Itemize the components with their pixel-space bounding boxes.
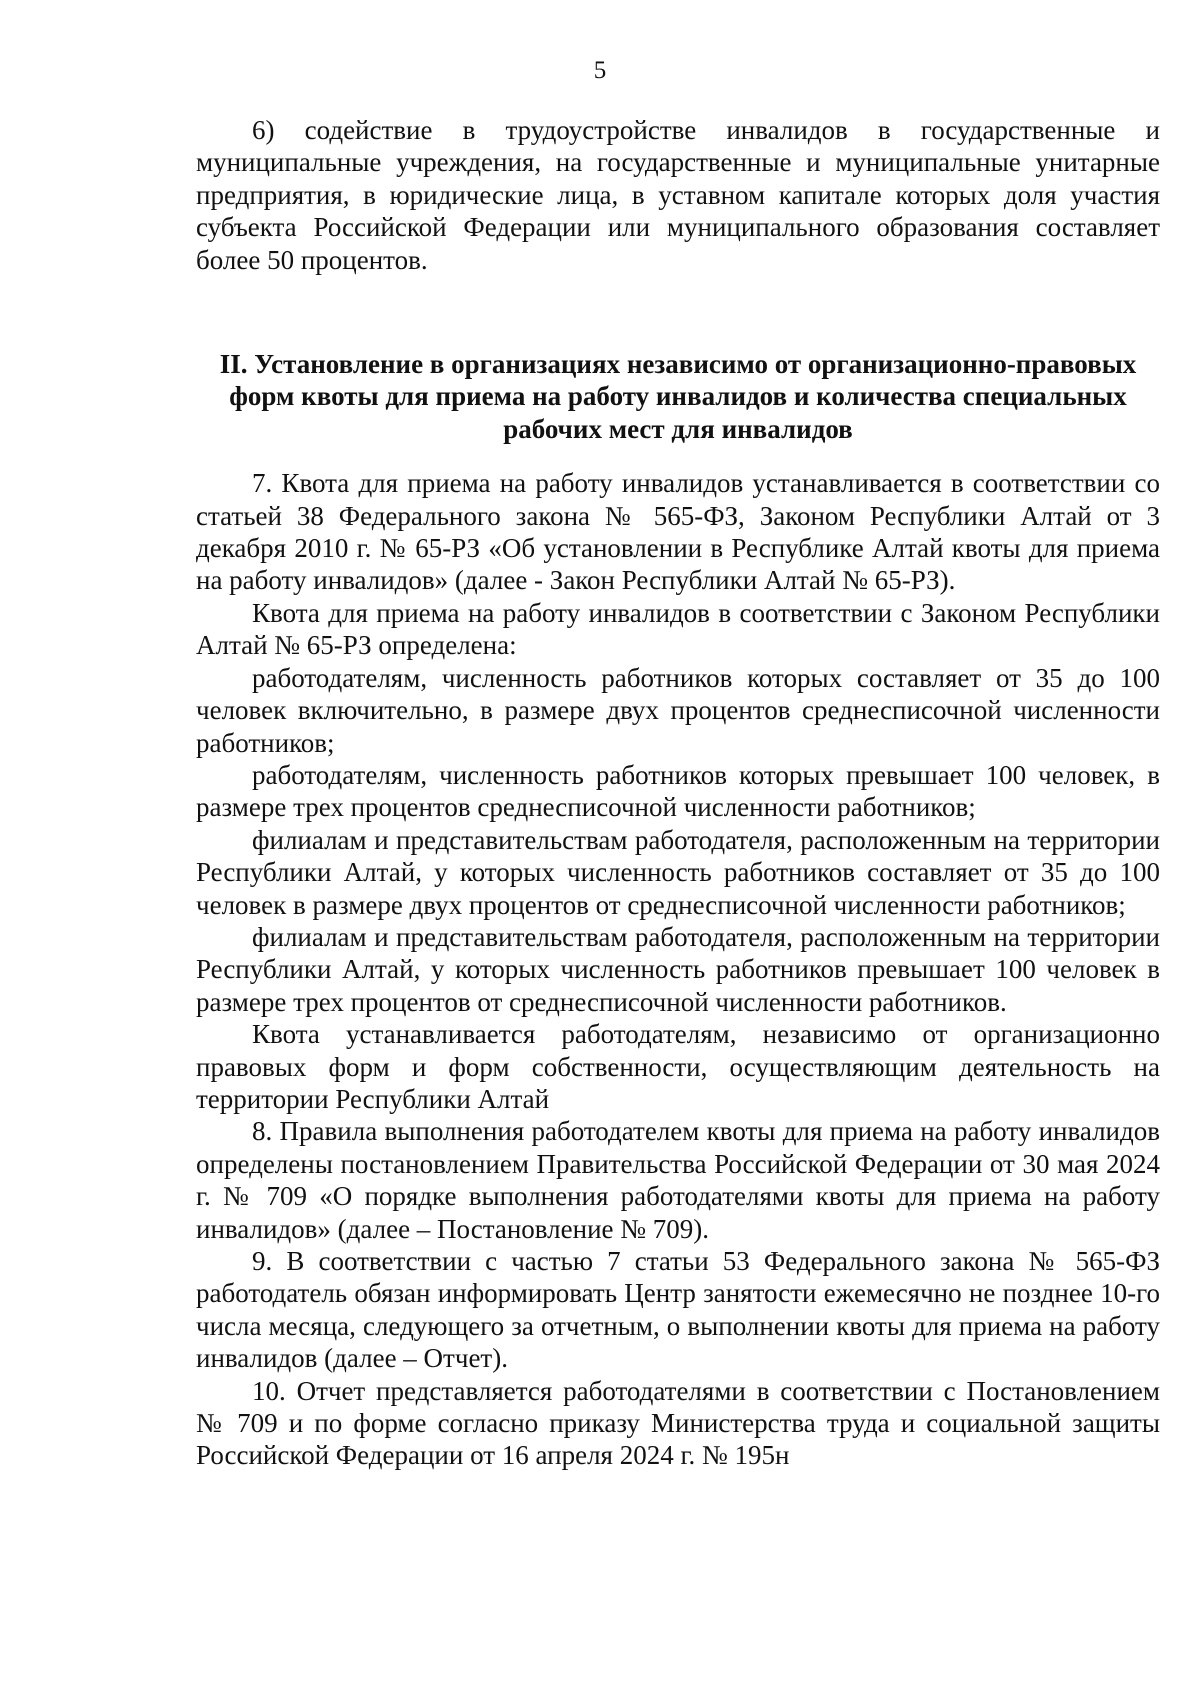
paragraph-item-8: 8. Правила выполнения работодателем квоты для приема на работу инвалидов определены постановлением Правительства Российской Федерации от 30 мая 2024 г. № 709 «О порядке выполнения работодателями квоты для приема на работу инвалидов» (далее – Постановление № 709). — [196, 1116, 1160, 1244]
paragraph-branches-over-100: филиалам и представительствам работодателя, расположенным на территории Республики Алтай, у которых численность работников превышает 100 человек в размере трех процентов от среднесписочной численности работников. — [196, 921, 1160, 1017]
paragraph-employers-over-100: работодателям, численность работников которых превышает 100 человек, в размере трех процентов среднесписочной численности работников; — [196, 759, 1160, 823]
paragraph-branches-35-100: филиалам и представительствам работодателя, расположенным на территории Республики Алтай, у которых численность работников составляет от 35 до 100 человек в размере двух процентов от среднесписочной численности работников; — [196, 824, 1160, 920]
paragraph-item-6: 6) содействие в трудоустройстве инвалидов в государственные и муниципальные учреждения, на государственные и муниципальные унитарные предприятия, в юридические лица, в уставном капитале которых доля участия субъекта Российской Федерации или муниципального образования составляет более 50 процентов. — [196, 115, 1160, 275]
paragraph-employers-35-100: работодателям, численность работников которых составляет от 35 до 100 человек включительно, в размере двух процентов среднесписочной численности работников; — [196, 662, 1160, 758]
section-heading: II. Установление в организациях независимо от организационно-правовых форм квоты для приема на работу инвалидов и количества специальных рабочих мест для инвалидов — [219, 349, 1137, 444]
document-body — [196, 114, 1160, 1472]
page-number: 5 — [593, 57, 607, 84]
paragraph-quota-definition: Квота для приема на работу инвалидов в соответствии с Законом Республики Алтай № 65-РЗ определена: — [196, 597, 1160, 661]
paragraph-item-9: 9. В соответствии с частью 7 статьи 53 Федерального закона № 565-ФЗ работодатель обязан информировать Центр занятости ежемесячно не позднее 10-го числа месяца, следующего за отчетным, о выполнении квоты для приема на работу инвалидов (далее – Отчет). — [196, 1246, 1160, 1374]
paragraph-item-7: 7. Квота для приема на работу инвалидов устанавливается в соответствии со статьей 38 Федерального закона № 565-ФЗ, Законом Республики Алтай от 3 декабря 2010 г. № 65-РЗ «Об установлении в Республике Алтай квоты для приема на работу инвалидов» (далее - Закон Республики Алтай № 65-РЗ). — [196, 468, 1160, 596]
paragraph-item-10: 10. Отчет представляется работодателями в соответствии с Постановлением № 709 и по форме согласно приказу Министерства труда и социальной защиты Российской Федерации от 16 апреля 2024 г. № 195н — [196, 1375, 1160, 1471]
paragraph-quota-scope: Квота устанавливается работодателям, независимо от организационно правовых форм и форм собственности, осуществляющим деятельность на территории Республики Алтай — [196, 1019, 1160, 1114]
